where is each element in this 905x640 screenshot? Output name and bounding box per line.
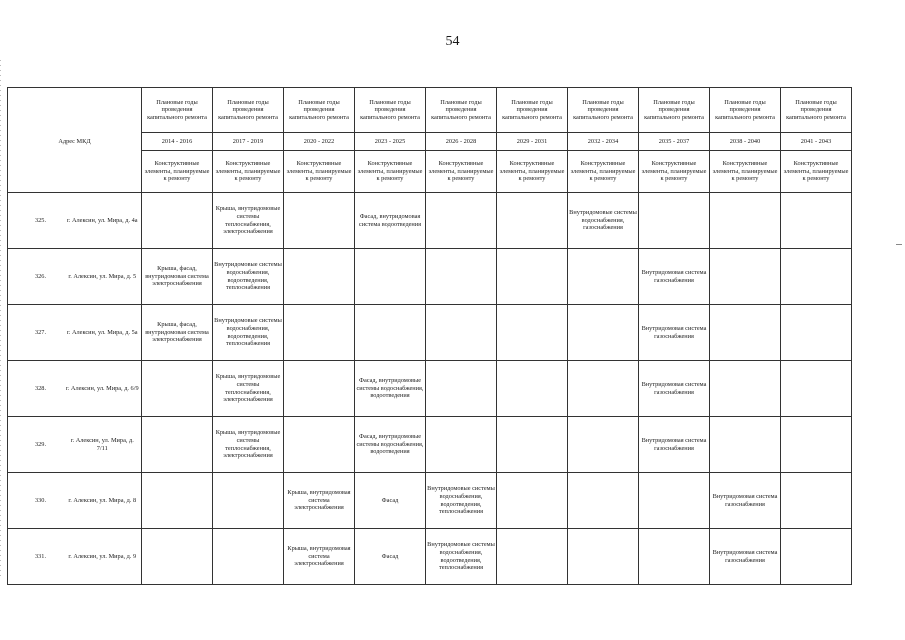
repair-cell [213, 529, 284, 585]
repair-cell [781, 361, 852, 417]
repair-cell [710, 305, 781, 361]
repair-cell: Внутридомовые системы водоснабжения, водоотведения, теплоснабжения [426, 473, 497, 529]
repair-cell [781, 249, 852, 305]
row-address: г. Алексин, ул. Мира, д. 9 [64, 529, 142, 585]
column-title: Плановые годы проведения капитального ремонта [639, 88, 710, 133]
repair-cell [639, 529, 710, 585]
repair-cell: Фасад, внутридомовые системы водоснабжения, водоотведения [355, 417, 426, 473]
repair-cell [497, 529, 568, 585]
repair-cell: Внутридомовые системы водоснабжения, водоотведения, теплоснабжения [426, 529, 497, 585]
table-row [8, 305, 852, 361]
repair-cell [355, 305, 426, 361]
repair-cell: Крыша, внутридомовая система электроснабжения [284, 473, 355, 529]
table-row [8, 193, 852, 249]
column-elements: Конструктивные элементы, планируемые к ремонту [710, 151, 781, 193]
repair-cell [639, 193, 710, 249]
column-title: Плановые годы проведения капитального ремонта [781, 88, 852, 133]
table-row [8, 417, 852, 473]
row-number: 330. [8, 473, 64, 529]
repair-cell: Внутридомовая система газоснабжения [710, 529, 781, 585]
column-elements: Конструктивные элементы, планируемые к ремонту [781, 151, 852, 193]
column-period: 2032 - 2034 [568, 133, 639, 151]
repair-cell: Внутридомовые системы водоснабжения, водоотведения, теплоснабжения [213, 305, 284, 361]
repair-cell [142, 529, 213, 585]
repair-cell: Фасад [355, 529, 426, 585]
row-address: г. Алексин, ул. Мира, д. 4а [64, 193, 142, 249]
column-period: 2017 - 2019 [213, 133, 284, 151]
address-header-bottom [8, 151, 142, 193]
repair-cell [710, 417, 781, 473]
repair-cell [497, 417, 568, 473]
repair-cell: Внутридомовые системы водоснабжения, водоотведения, теплоснабжения [213, 249, 284, 305]
repair-cell: Крыша, фасад, внутридомовая система электроснабжения [142, 249, 213, 305]
header-title-row [8, 88, 852, 133]
row-number: 331. [8, 529, 64, 585]
row-address: г. Алексин, ул. Мира, д. 5а [64, 305, 142, 361]
repair-cell [497, 249, 568, 305]
column-period: 2029 - 2031 [497, 133, 568, 151]
column-title: Плановые годы проведения капитального ремонта [497, 88, 568, 133]
column-elements: Конструктивные элементы, планируемые к ремонту [639, 151, 710, 193]
repair-cell: Внутридомовая система газоснабжения [639, 361, 710, 417]
column-title: Плановые годы проведения капитального ремонта [213, 88, 284, 133]
column-title: Плановые годы проведения капитального ремонта [284, 88, 355, 133]
repair-cell: Крыша, внутридомовые системы теплоснабжения, электроснабжения [213, 417, 284, 473]
row-address: г. Алексин, ул. Мира, д. 5 [64, 249, 142, 305]
row-number: 326. [8, 249, 64, 305]
column-title: Плановые годы проведения капитального ремонта [568, 88, 639, 133]
repair-cell [710, 193, 781, 249]
column-period: 2026 - 2028 [426, 133, 497, 151]
capital-repair-schedule-table [7, 87, 852, 585]
repair-cell: Внутридомовая система газоснабжения [639, 417, 710, 473]
repair-cell [568, 361, 639, 417]
repair-cell [213, 473, 284, 529]
margin-mark [896, 244, 902, 245]
column-elements: Конструктивные элементы, планируемые к ремонту [213, 151, 284, 193]
row-number: 327. [8, 305, 64, 361]
repair-cell [284, 305, 355, 361]
repair-cell: Крыша, внутридомовые системы теплоснабжения, электроснабжения [213, 193, 284, 249]
repair-cell: Внутридомовая система газоснабжения [639, 305, 710, 361]
repair-cell [497, 193, 568, 249]
column-period: 2020 - 2022 [284, 133, 355, 151]
column-elements: Конструктивные элементы, планируемые к ремонту [497, 151, 568, 193]
repair-cell [639, 473, 710, 529]
repair-cell: Крыша, внутридомовая система электроснабжения [284, 529, 355, 585]
address-header-top [8, 88, 142, 133]
row-number: 325. [8, 193, 64, 249]
column-title: Плановые годы проведения капитального ремонта [355, 88, 426, 133]
row-number: 329. [8, 417, 64, 473]
repair-cell [710, 361, 781, 417]
column-elements: Конструктивные элементы, планируемые к ремонту [568, 151, 639, 193]
repair-cell [142, 417, 213, 473]
address-header-label: Адрес МКД [8, 133, 142, 151]
column-period: 2041 - 2043 [781, 133, 852, 151]
row-address: г. Алексин, ул. Мира, д. 8 [64, 473, 142, 529]
header-period-row [8, 133, 852, 151]
repair-cell: Фасад [355, 473, 426, 529]
repair-cell [284, 417, 355, 473]
column-title: Плановые годы проведения капитального ремонта [426, 88, 497, 133]
repair-cell [781, 193, 852, 249]
repair-cell: Крыша, фасад, внутридомовая система электроснабжения [142, 305, 213, 361]
repair-cell [568, 249, 639, 305]
column-elements: Конструктивные элементы, планируемые к ремонту [284, 151, 355, 193]
column-elements: Конструктивные элементы, планируемые к ремонту [355, 151, 426, 193]
page-number: 54 [445, 34, 460, 49]
repair-cell [568, 529, 639, 585]
row-address: г. Алексин, ул. Мира, д. 7/11 [64, 417, 142, 473]
repair-cell [355, 249, 426, 305]
column-title: Плановые годы проведения капитального ремонта [710, 88, 781, 133]
repair-cell: Фасад, внутридомовая система водоотведения [355, 193, 426, 249]
column-elements: Конструктивные элементы, планируемые к ремонту [426, 151, 497, 193]
repair-cell [781, 529, 852, 585]
repair-cell [426, 249, 497, 305]
header-elements-row [8, 151, 852, 193]
repair-cell [426, 361, 497, 417]
repair-cell [142, 361, 213, 417]
row-address: г. Алексин, ул. Мира, д. 6/9 [64, 361, 142, 417]
repair-cell [568, 417, 639, 473]
repair-cell: Внутридомовые системы водоснабжения, газоснабжения [568, 193, 639, 249]
column-title: Плановые годы проведения капитального ремонта [142, 88, 213, 133]
repair-cell [781, 305, 852, 361]
repair-cell: Внутридомовая система газоснабжения [639, 249, 710, 305]
repair-cell: Внутридомовая система газоснабжения [710, 473, 781, 529]
table-row [8, 249, 852, 305]
repair-cell [497, 361, 568, 417]
column-period: 2035 - 2037 [639, 133, 710, 151]
row-number: 328. [8, 361, 64, 417]
table-row [8, 361, 852, 417]
binding-dots [0, 60, 1, 580]
table-row [8, 529, 852, 585]
repair-cell [142, 193, 213, 249]
repair-cell [142, 473, 213, 529]
table-row [8, 473, 852, 529]
column-elements: Конструктивные элементы, планируемые к ремонту [142, 151, 213, 193]
column-period: 2014 - 2016 [142, 133, 213, 151]
repair-cell [497, 473, 568, 529]
repair-cell [781, 417, 852, 473]
repair-cell [284, 361, 355, 417]
repair-cell [568, 305, 639, 361]
repair-cell [284, 193, 355, 249]
repair-cell [568, 473, 639, 529]
repair-cell: Крыша, внутридомовые системы теплоснабжения, электроснабжения [213, 361, 284, 417]
repair-cell [497, 305, 568, 361]
repair-cell: Фасад, внутридомовые системы водоснабжения, водоотведения [355, 361, 426, 417]
repair-cell [426, 305, 497, 361]
repair-cell [426, 193, 497, 249]
repair-cell [710, 249, 781, 305]
repair-cell [284, 249, 355, 305]
repair-cell [781, 473, 852, 529]
column-period: 2038 - 2040 [710, 133, 781, 151]
repair-cell [426, 417, 497, 473]
column-period: 2023 - 2025 [355, 133, 426, 151]
